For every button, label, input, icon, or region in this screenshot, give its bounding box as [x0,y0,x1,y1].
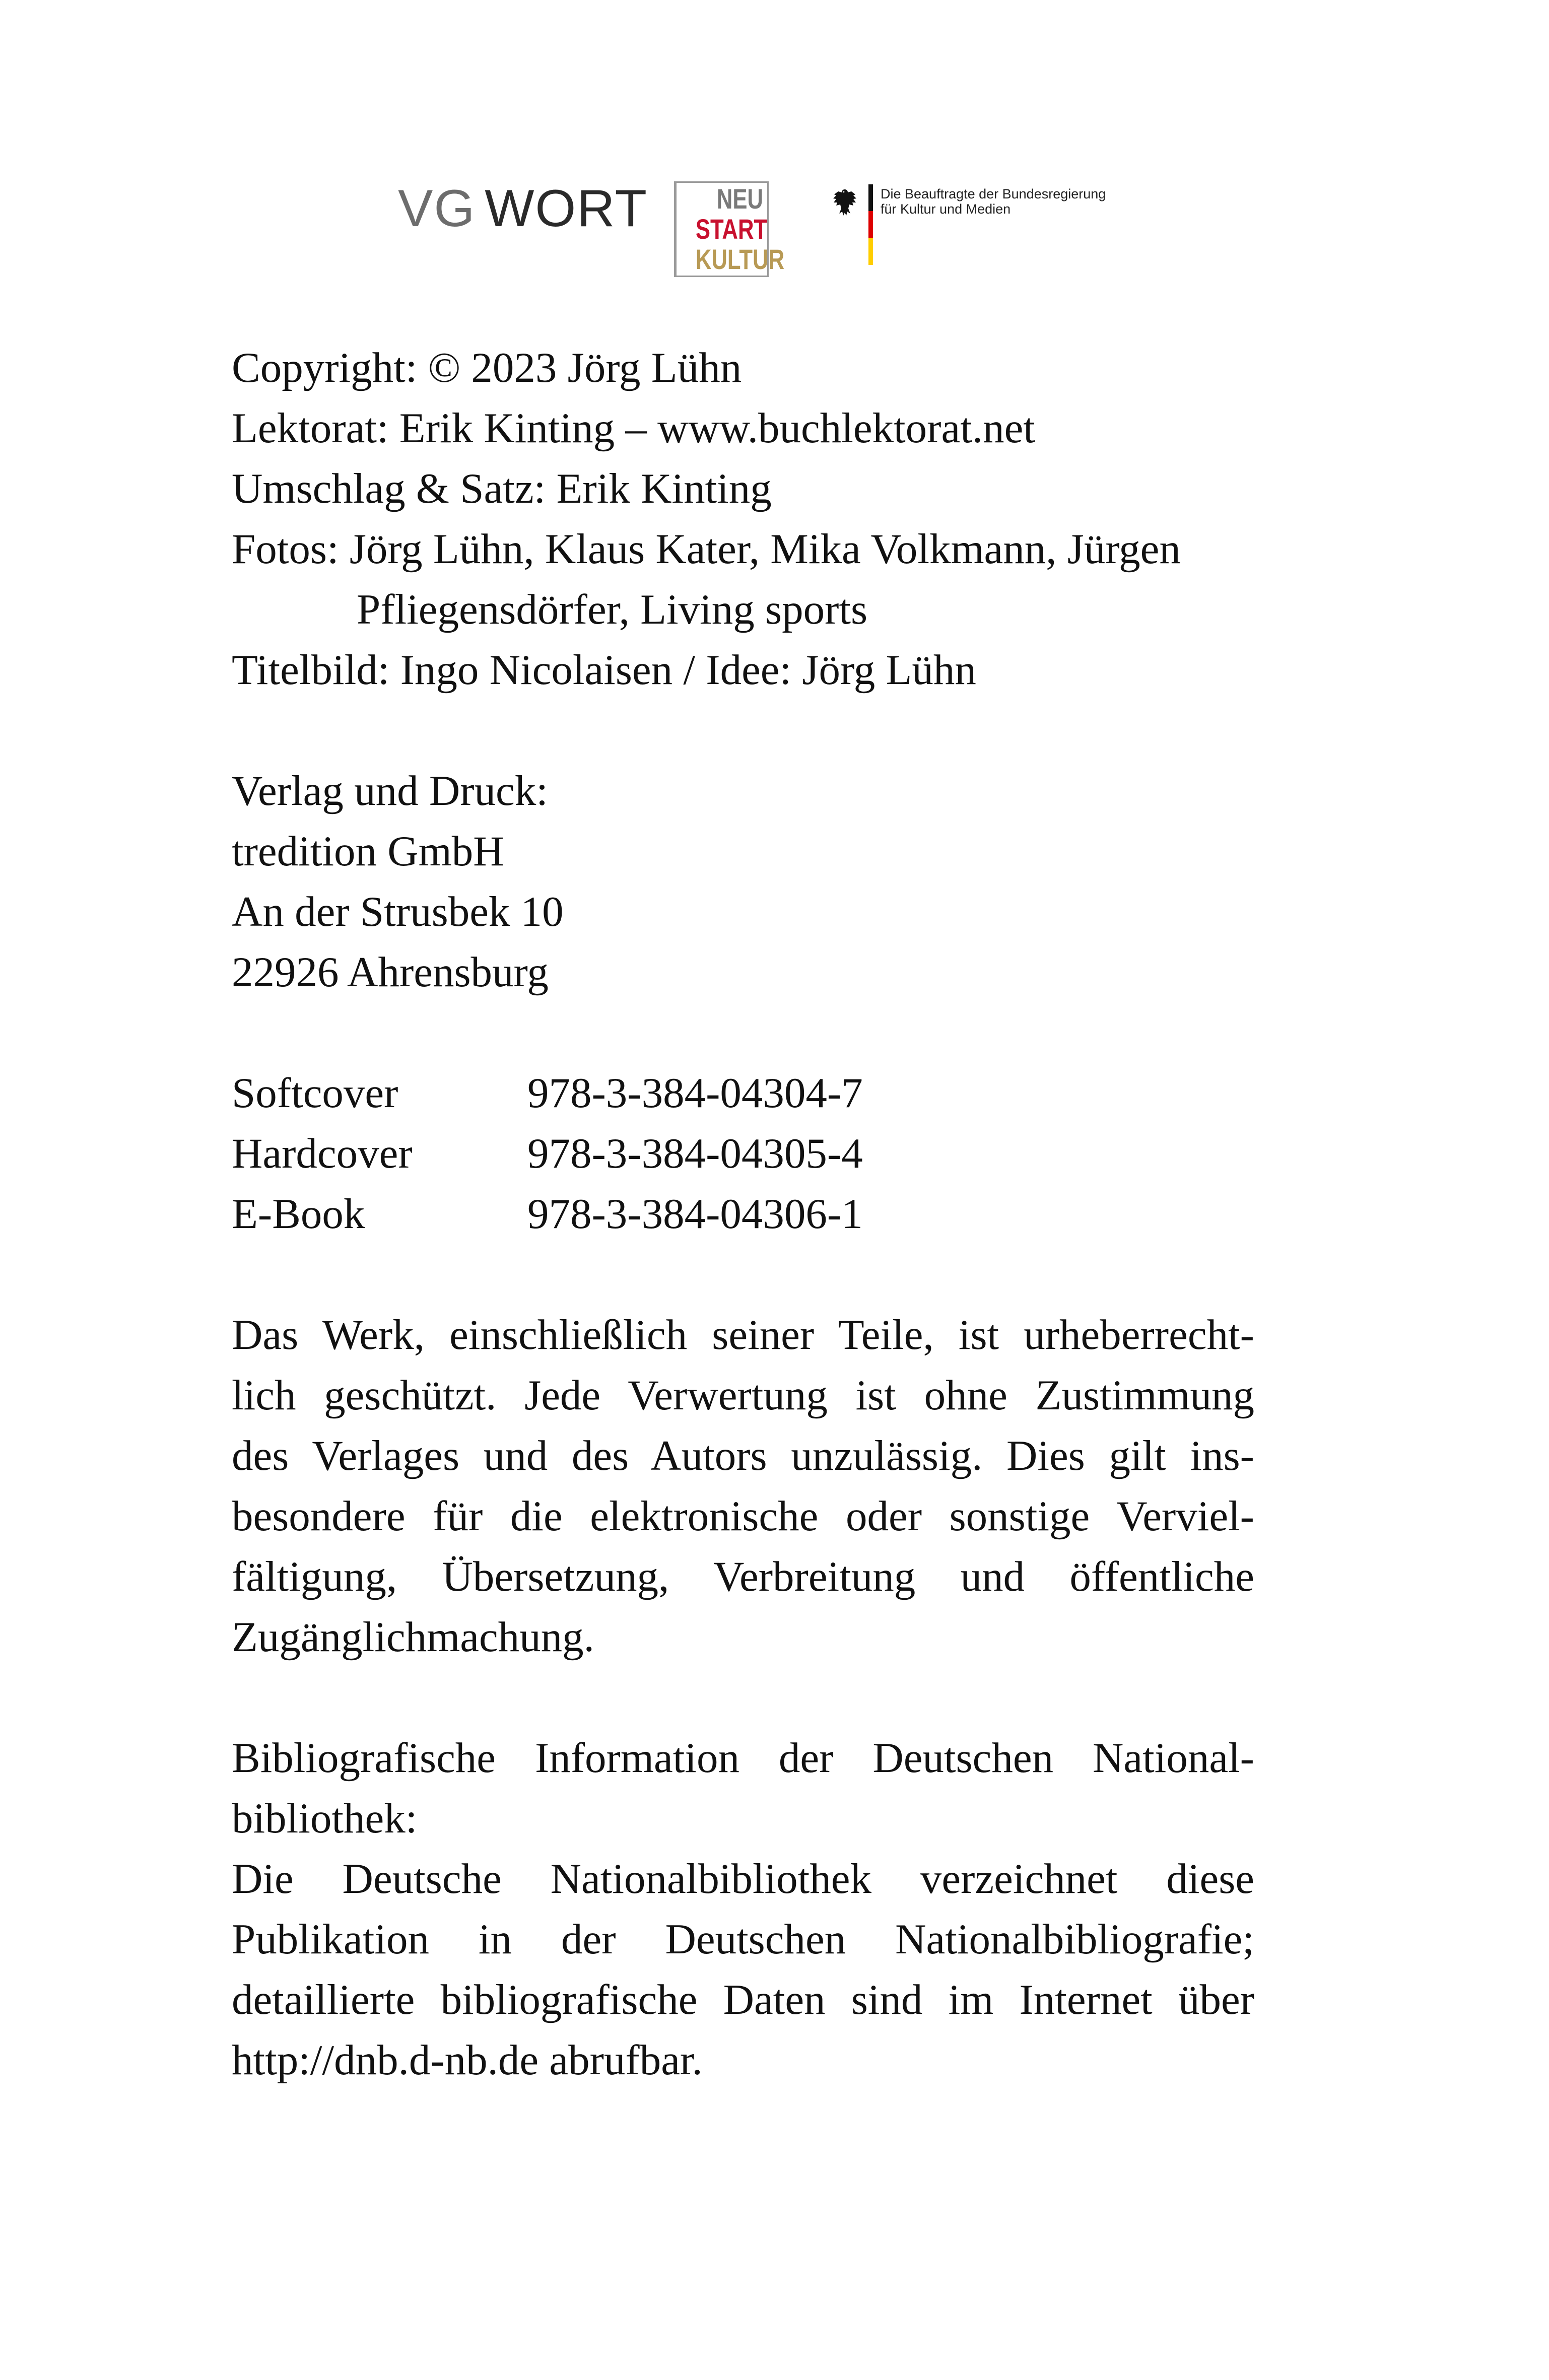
titelbild-line: Titelbild: Ingo Nicolaisen / Idee: Jörg Lühn [232,646,976,694]
legal-line: Zugänglichmachung. [232,1613,594,1661]
legal-line: des Verlages und des Autors unzulässig. Dies gilt ins- [232,1432,1254,1479]
lektorat-line: Lektorat: Erik Kinting – www.buchlektorat.net [232,404,1035,452]
isbn-number: 978-3-384-04305-4 [527,1130,863,1177]
vg-wort-logo-part2: WORT [485,179,648,238]
bibliographic-line: Die Deutsche Nationalbibliothek verzeichnet diese [232,1855,1254,1902]
fotos-line-1: Fotos: Jörg Lühn, Klaus Kater, Mika Volkmann, Jürgen [232,525,1181,573]
isbn-row [232,1063,863,1123]
umschlag-line: Umschlag & Satz: Erik Kinting [232,465,772,512]
bibliographic-line: detaillierte bibliografische Daten sind im Internet über [232,1976,1254,2023]
isbn-row [232,1123,863,1184]
sponsor-logos [0,151,1549,302]
publisher-city: 22926 Ahrensburg [232,948,549,996]
isbn-format: Hardcover [232,1130,413,1177]
copyright-line: Copyright: © 2023 Jörg Lühn [232,344,742,391]
isbn-format: E-Book [232,1190,365,1238]
neustart-kultur-logo [674,181,785,277]
isbn-number: 978-3-384-04304-7 [527,1069,863,1117]
dnb-url-line: http://dnb.d-nb.de abrufbar. [232,2036,703,2084]
legal-line: fältigung, Übersetzung, Verbreitung und öffentliche [232,1553,1254,1600]
fotos-line-2: Pfliegensdörfer, Living sports [357,586,868,633]
legal-line: Das Werk, einschließlich seiner Teile, ist urheberrecht- [232,1311,1254,1358]
bkm-line1: Die Beauftragte der Bundesregierung [881,186,1106,201]
neustart-line3: KULTUR [695,243,785,275]
publisher-name: tredition GmbH [232,828,504,875]
bibliographic-line: Publikation in der Deutschen Nationalbibliografie; [232,1916,1254,1963]
vg-wort-logo-part1: VG [398,179,476,238]
bkm-logo-text [881,186,1106,217]
neustart-line2: START [695,213,768,245]
federal-eagle-icon [831,187,858,219]
vg-wort-logo [398,179,648,238]
legal-line: besondere für die elektronische oder sonstige Verviel- [232,1492,1254,1540]
bibliographic-line: Bibliografische Information der Deutschen National- [232,1734,1254,1782]
isbn-row [232,1184,863,1244]
legal-line: lich geschützt. Jede Verwertung ist ohne Zustimmung [232,1372,1254,1419]
isbn-number: 978-3-384-04306-1 [527,1190,863,1238]
isbn-format: Softcover [232,1069,398,1117]
publisher-heading: Verlag und Druck: [232,767,548,814]
bkm-line2: für Kultur und Medien [881,201,1011,217]
german-flag-bar [868,184,873,265]
publisher-street: An der Strusbek 10 [232,888,564,935]
neustart-line1: NEU [716,183,763,215]
bibliographic-line: bibliothek: [232,1795,418,1842]
bkm-logo [831,184,1113,295]
